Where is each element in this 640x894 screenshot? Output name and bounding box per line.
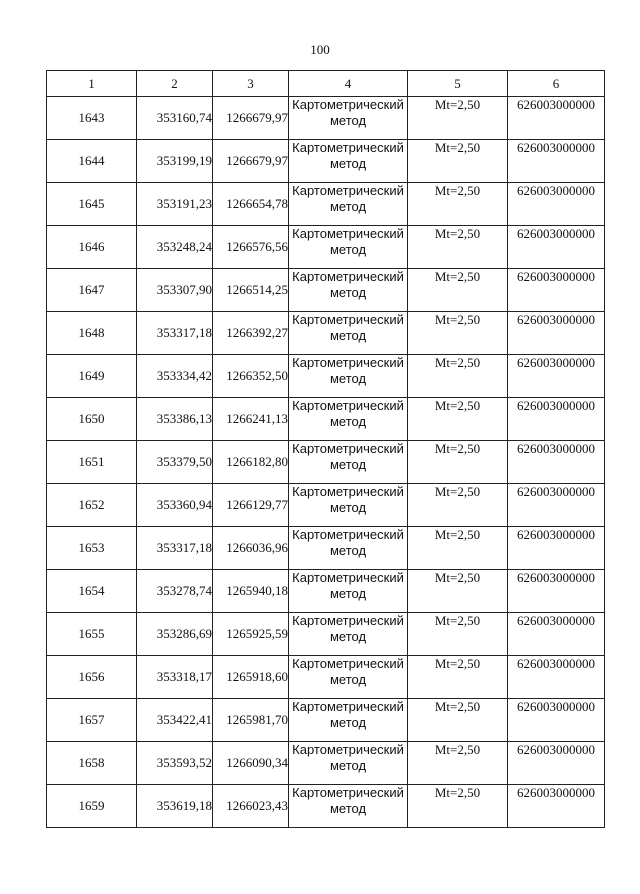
accuracy-cell: Mt=2,50 — [408, 226, 508, 269]
accuracy-cell: Mt=2,50 — [408, 312, 508, 355]
x-coordinate-cell: 353160,74 — [137, 97, 213, 140]
table-header-row — [47, 71, 605, 97]
x-coordinate-cell: 353191,23 — [137, 183, 213, 226]
point-number-cell: 1647 — [47, 269, 137, 312]
point-number-cell: 1657 — [47, 699, 137, 742]
code-cell: 626003000000 — [508, 140, 605, 183]
point-number-cell: 1646 — [47, 226, 137, 269]
method-line-1: Картометрический — [292, 570, 404, 585]
accuracy-cell: Mt=2,50 — [408, 785, 508, 828]
code-cell: 626003000000 — [508, 226, 605, 269]
x-coordinate-cell: 353317,18 — [137, 312, 213, 355]
table-row — [47, 183, 605, 226]
x-coordinate-cell: 353379,50 — [137, 441, 213, 484]
y-coordinate-cell: 1265925,59 — [213, 613, 289, 656]
y-coordinate-cell: 1266654,78 — [213, 183, 289, 226]
method-line-1: Картометрический — [292, 613, 404, 628]
y-coordinate-cell: 1266129,77 — [213, 484, 289, 527]
point-number-cell: 1659 — [47, 785, 137, 828]
column-header: 4 — [289, 71, 408, 97]
method-line-1: Картометрический — [292, 785, 404, 800]
accuracy-cell: Mt=2,50 — [408, 699, 508, 742]
method-cell — [289, 527, 408, 570]
method-line-1: Картометрический — [292, 355, 404, 370]
method-line-1: Картометрический — [292, 656, 404, 671]
code-cell: 626003000000 — [508, 699, 605, 742]
method-line-1: Картометрический — [292, 183, 404, 198]
point-number-cell: 1656 — [47, 656, 137, 699]
method-line-2: метод — [329, 285, 367, 300]
table-row — [47, 97, 605, 140]
accuracy-cell: Mt=2,50 — [408, 742, 508, 785]
x-coordinate-cell: 353593,52 — [137, 742, 213, 785]
table-row — [47, 441, 605, 484]
code-cell: 626003000000 — [508, 570, 605, 613]
table-row — [47, 527, 605, 570]
code-cell: 626003000000 — [508, 613, 605, 656]
accuracy-cell: Mt=2,50 — [408, 656, 508, 699]
y-coordinate-cell: 1266182,80 — [213, 441, 289, 484]
method-cell — [289, 398, 408, 441]
x-coordinate-cell: 353278,74 — [137, 570, 213, 613]
point-number-cell: 1651 — [47, 441, 137, 484]
method-line-2: метод — [329, 457, 367, 472]
table-row — [47, 355, 605, 398]
accuracy-cell: Mt=2,50 — [408, 97, 508, 140]
method-line-2: метод — [329, 156, 367, 171]
method-line-2: метод — [329, 371, 367, 386]
code-cell: 626003000000 — [508, 785, 605, 828]
method-line-2: метод — [329, 758, 367, 773]
code-cell: 626003000000 — [508, 183, 605, 226]
code-cell: 626003000000 — [508, 484, 605, 527]
method-cell — [289, 97, 408, 140]
method-cell — [289, 312, 408, 355]
table-body — [47, 97, 605, 828]
code-cell: 626003000000 — [508, 269, 605, 312]
method-line-1: Картометрический — [292, 312, 404, 327]
accuracy-cell: Mt=2,50 — [408, 355, 508, 398]
point-number-cell: 1645 — [47, 183, 137, 226]
x-coordinate-cell: 353386,13 — [137, 398, 213, 441]
coordinates-table — [46, 70, 605, 828]
table-row — [47, 226, 605, 269]
method-cell — [289, 570, 408, 613]
method-cell — [289, 441, 408, 484]
y-coordinate-cell: 1266023,43 — [213, 785, 289, 828]
x-coordinate-cell: 353317,18 — [137, 527, 213, 570]
x-coordinate-cell: 353360,94 — [137, 484, 213, 527]
method-line-1: Картометрический — [292, 699, 404, 714]
point-number-cell: 1643 — [47, 97, 137, 140]
method-line-2: метод — [329, 801, 367, 816]
y-coordinate-cell: 1266576,56 — [213, 226, 289, 269]
y-coordinate-cell: 1266352,50 — [213, 355, 289, 398]
x-coordinate-cell: 353307,90 — [137, 269, 213, 312]
accuracy-cell: Mt=2,50 — [408, 441, 508, 484]
y-coordinate-cell: 1266036,96 — [213, 527, 289, 570]
accuracy-cell: Mt=2,50 — [408, 484, 508, 527]
y-coordinate-cell: 1265918,60 — [213, 656, 289, 699]
point-number-cell: 1644 — [47, 140, 137, 183]
point-number-cell: 1648 — [47, 312, 137, 355]
accuracy-cell: Mt=2,50 — [408, 570, 508, 613]
y-coordinate-cell: 1266679,97 — [213, 97, 289, 140]
accuracy-cell: Mt=2,50 — [408, 613, 508, 656]
method-line-1: Картометрический — [292, 269, 404, 284]
accuracy-cell: Mt=2,50 — [408, 398, 508, 441]
code-cell: 626003000000 — [508, 398, 605, 441]
point-number-cell: 1650 — [47, 398, 137, 441]
method-line-1: Картометрический — [292, 140, 404, 155]
point-number-cell: 1649 — [47, 355, 137, 398]
method-line-1: Картометрический — [292, 398, 404, 413]
method-cell — [289, 742, 408, 785]
method-line-2: метод — [329, 672, 367, 687]
point-number-cell: 1655 — [47, 613, 137, 656]
accuracy-cell: Mt=2,50 — [408, 183, 508, 226]
method-line-2: метод — [329, 586, 367, 601]
y-coordinate-cell: 1265981,70 — [213, 699, 289, 742]
point-number-cell: 1652 — [47, 484, 137, 527]
method-line-1: Картометрический — [292, 742, 404, 757]
point-number-cell: 1654 — [47, 570, 137, 613]
table-row — [47, 312, 605, 355]
code-cell: 626003000000 — [508, 312, 605, 355]
table-row — [47, 613, 605, 656]
y-coordinate-cell: 1265940,18 — [213, 570, 289, 613]
method-line-1: Картометрический — [292, 441, 404, 456]
method-cell — [289, 656, 408, 699]
method-cell — [289, 140, 408, 183]
point-number-cell: 1653 — [47, 527, 137, 570]
table-row — [47, 699, 605, 742]
method-line-1: Картометрический — [292, 226, 404, 241]
y-coordinate-cell: 1266679,97 — [213, 140, 289, 183]
code-cell: 626003000000 — [508, 742, 605, 785]
method-cell — [289, 355, 408, 398]
column-header: 1 — [47, 71, 137, 97]
code-cell: 626003000000 — [508, 441, 605, 484]
y-coordinate-cell: 1266241,13 — [213, 398, 289, 441]
method-cell — [289, 183, 408, 226]
method-line-2: метод — [329, 328, 367, 343]
method-line-2: метод — [329, 500, 367, 515]
x-coordinate-cell: 353619,18 — [137, 785, 213, 828]
method-line-2: метод — [329, 199, 367, 214]
table-row — [47, 269, 605, 312]
method-cell — [289, 785, 408, 828]
table-row — [47, 484, 605, 527]
method-cell — [289, 226, 408, 269]
accuracy-cell: Mt=2,50 — [408, 527, 508, 570]
method-line-2: метод — [329, 113, 367, 128]
x-coordinate-cell: 353286,69 — [137, 613, 213, 656]
table-row — [47, 398, 605, 441]
method-line-2: метод — [329, 715, 367, 730]
table-row — [47, 656, 605, 699]
method-line-1: Картометрический — [292, 97, 404, 112]
method-cell — [289, 699, 408, 742]
table-row — [47, 742, 605, 785]
method-line-2: метод — [329, 543, 367, 558]
method-cell — [289, 269, 408, 312]
page-number: 100 — [310, 42, 330, 57]
method-line-2: метод — [329, 629, 367, 644]
x-coordinate-cell: 353318,17 — [137, 656, 213, 699]
accuracy-cell: Mt=2,50 — [408, 140, 508, 183]
table-row — [47, 140, 605, 183]
table-row — [47, 570, 605, 613]
table-row — [47, 785, 605, 828]
y-coordinate-cell: 1266090,34 — [213, 742, 289, 785]
x-coordinate-cell: 353199,19 — [137, 140, 213, 183]
column-header: 6 — [508, 71, 605, 97]
method-line-1: Картометрический — [292, 484, 404, 499]
x-coordinate-cell: 353422,41 — [137, 699, 213, 742]
column-header: 3 — [213, 71, 289, 97]
method-line-1: Картометрический — [292, 527, 404, 542]
accuracy-cell: Mt=2,50 — [408, 269, 508, 312]
method-line-2: метод — [329, 414, 367, 429]
method-cell — [289, 613, 408, 656]
y-coordinate-cell: 1266392,27 — [213, 312, 289, 355]
y-coordinate-cell: 1266514,25 — [213, 269, 289, 312]
code-cell: 626003000000 — [508, 527, 605, 570]
code-cell: 626003000000 — [508, 355, 605, 398]
point-number-cell: 1658 — [47, 742, 137, 785]
code-cell: 626003000000 — [508, 97, 605, 140]
x-coordinate-cell: 353248,24 — [137, 226, 213, 269]
code-cell: 626003000000 — [508, 656, 605, 699]
column-header: 2 — [137, 71, 213, 97]
method-cell — [289, 484, 408, 527]
column-header: 5 — [408, 71, 508, 97]
x-coordinate-cell: 353334,42 — [137, 355, 213, 398]
method-line-2: метод — [329, 242, 367, 257]
